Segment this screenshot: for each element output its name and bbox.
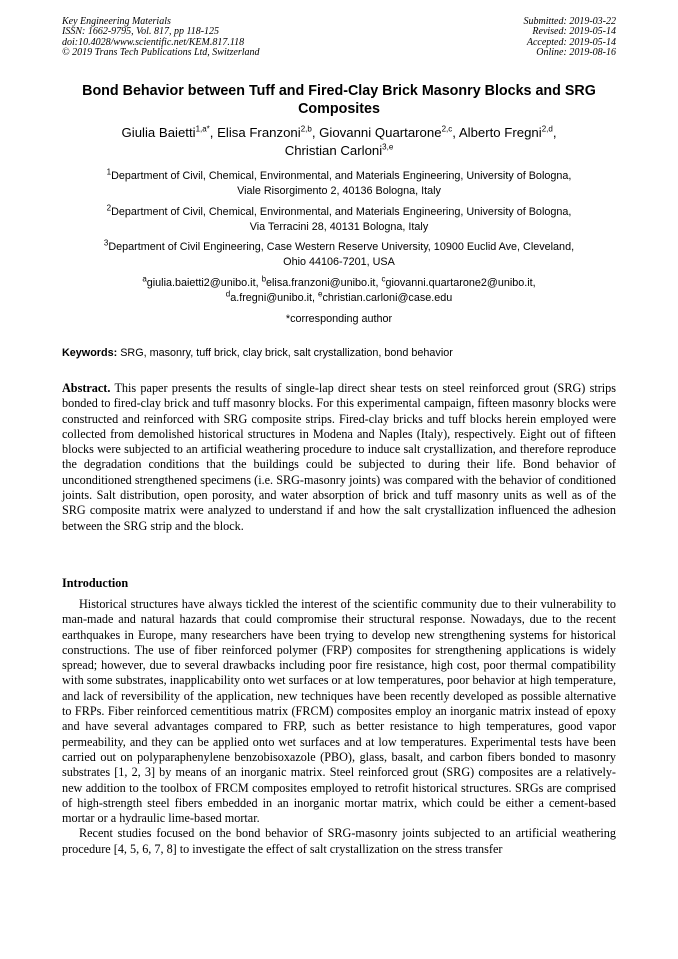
affiliation-3 [62, 240, 616, 270]
affiliation-1 [62, 169, 616, 199]
author-affiliation-mark: 2,b [300, 124, 312, 134]
affiliation-line: Ohio 44106-7201, USA [283, 256, 395, 268]
email-mark: d [225, 289, 231, 299]
keywords-label: Keywords: [62, 347, 118, 359]
affiliation-number: 2 [106, 203, 112, 213]
author-emails: $^a$giulia.baietti2@unibo.it, $^b$elisa.franzoni@unibo.it, $^c$giovanni.quartarone2@unibo.it, $^d$a.fregni@unibo.it, $^e$christian.carloni@case.edu [142, 274, 536, 304]
author-affiliation-mark: 3,e [382, 142, 394, 152]
journal-name: Key Engineering Materials [62, 16, 171, 27]
email-mark: b [261, 274, 267, 284]
accepted-date: Accepted: 2019-05-14 [526, 36, 616, 48]
author-affiliation-mark: 2,d [541, 124, 553, 134]
author-affiliation-mark: 1,a* [195, 124, 210, 134]
body-paragraph: Recent studies focused on the bond behavior of SRG-masonry joints subjected to an artificial weathering procedure [4, 5, 6, 7, 8] to investigate the effect of salt crystallization on the stress transfer [62, 826, 616, 856]
doi: doi:10.4028/www.scientific.net/KEM.817.118 [62, 36, 245, 48]
submitted-date: Submitted: 2019-03-22 [523, 16, 616, 27]
copyright: © 2019 Trans Tech Publications Ltd, Switzerland [62, 47, 260, 59]
author-name: Elisa Franzoni [217, 125, 301, 140]
revised-date: Revised: 2019-05-14 [532, 26, 616, 38]
email-link[interactable]: a.fregni@unibo.it [230, 292, 312, 304]
affiliation-2 [62, 205, 616, 235]
publication-dates [524, 17, 617, 59]
keywords-text: SRG, masonry, tuff brick, clay brick, salt crystallization, bond behavior [120, 347, 453, 359]
email-link[interactable]: elisa.franzoni@unibo.it [266, 277, 376, 289]
email-mark: c [381, 274, 386, 284]
abstract-paragraph [62, 381, 616, 534]
email-link[interactable]: giovanni.quartarone2@unibo.it [385, 277, 533, 289]
email-link[interactable]: christian.carloni@case.edu [322, 292, 453, 304]
author-list: Giulia Baietti$^{1,a*}$, Elisa Franzoni$^{2,b}$, Giovanni Quartarone$^{2,c}$, Alberto Fregni$^{2,d}$, Christian Carloni$^{3,e}$ [121, 124, 557, 158]
affiliation-line: Department of Civil Engineering, Case Western Reserve University, 10900 Euclid Ave, Cleveland, [108, 241, 575, 253]
online-date: Online: 2019-08-16 [536, 47, 616, 59]
email-mark: e [318, 289, 323, 299]
affiliation-line: Department of Civil, Chemical, Environmental, and Materials Engineering, University of Bologna, [111, 206, 572, 218]
author-name: Giulia Baietti [121, 125, 196, 140]
keywords-line [62, 346, 616, 361]
corresponding-author-note: *corresponding author [285, 313, 393, 325]
abstract-label: Abstract. [62, 381, 111, 395]
affiliation-line: Viale Risorgimento 2, 40136 Bologna, Italy [237, 185, 441, 197]
introduction-body [62, 597, 616, 857]
author-name: Alberto Fregni [458, 125, 542, 140]
abstract-text: This paper presents the results of single-lap direct shear tests on steel reinforced grout (SRG) strips bonded to fired-clay brick and tuff masonry blocks. For this experimental campaign, fifteen masonry blocks were constructed and reinforced with SRG composite strips. Fired-clay bricks and tuff blocks herein employed were collected from demolished historical structures in Modena and Naples (Italy), respectively. Eight out of fifteen blocks were subjected to an artificial weathering procedure to induce salt crystallization, and therefore reproduce the degradation conditions that the buildings could be subjected to during their life. Bond behavior of unconditioned strengthened specimens (i.e. SRG-masonry joints) was compared with the behavior of conditioned joints. Salt distribution, open porosity, and water absorption of brick and tuff masonry units as well as of the SRG composite matrix were analyzed to understand if and how the salt crystallization influenced the adhesion between the SRG strip and the block. [62, 381, 617, 533]
affiliation-number: 3 [103, 238, 109, 248]
section-heading-introduction: Introduction [62, 576, 129, 590]
affiliation-number: 1 [106, 167, 112, 177]
author-affiliation-mark: 2,c [441, 124, 453, 134]
issn: ISSN: 1662-9795, Vol. 817, pp 118-125 [62, 26, 220, 38]
author-name: Christian Carloni [284, 143, 383, 158]
affiliation-line: Via Terracini 28, 40131 Bologna, Italy [249, 221, 429, 233]
paper-title: Bond Behavior between Tuff and Fired-Clay Brick Masonry Blocks and SRG Composites [82, 83, 596, 117]
email-mark: a [142, 274, 147, 284]
body-paragraph: Historical structures have always tickled the interest of the scientific community due to their vulnerability to man-made and natural hazards that could compromise their structural response. Nowadays, due to the recent earthquakes in Europe, many researchers have been trying to develop new strengthening systems for historical constructions. The use of fiber reinforced polymer (FRP) composites for strengthening applications is widely spread; however, due to several drawbacks including poor fire resistance, high cost, poor thermal compatibility with some substrates, inapplicability onto wet surfaces or at low temperatures, poor behavior at high temperature, and lack of reversibility of the application, new techniques have been recently developed as possible alternative to FRPs. Fiber reinforced cementitious matrix (FRCM) composites employ an inorganic matrix instead of epoxy and have several advantages compared to FRP, such as better resistance to high temperatures, good vapor permeability, and they can be applied onto wet surfaces and at low temperatures. Experimental tests have been carried out on polyparaphenylene benzobisoxazole (PBO), glass, basalt, and carbon fibers bonded to masonry substrates [1, 2, 3] by means of an inorganic matrix. Steel reinforced grout (SRG) composites are a relatively-new addition to the toolbox of FRCM composites employed to retrofit historical structures. SRGs are comprised of high-strength steel fibers embedded in an inorganic mortar matrix, which could be either a cement-based mortar or a hydraulic lime-based mortar. [62, 597, 616, 826]
journal-info [62, 17, 260, 59]
author-name: Giovanni Quartarone [319, 125, 442, 140]
affiliation-line: Department of Civil, Chemical, Environmental, and Materials Engineering, University of Bologna, [111, 170, 572, 182]
email-link[interactable]: giulia.baietti2@unibo.it [146, 277, 256, 289]
